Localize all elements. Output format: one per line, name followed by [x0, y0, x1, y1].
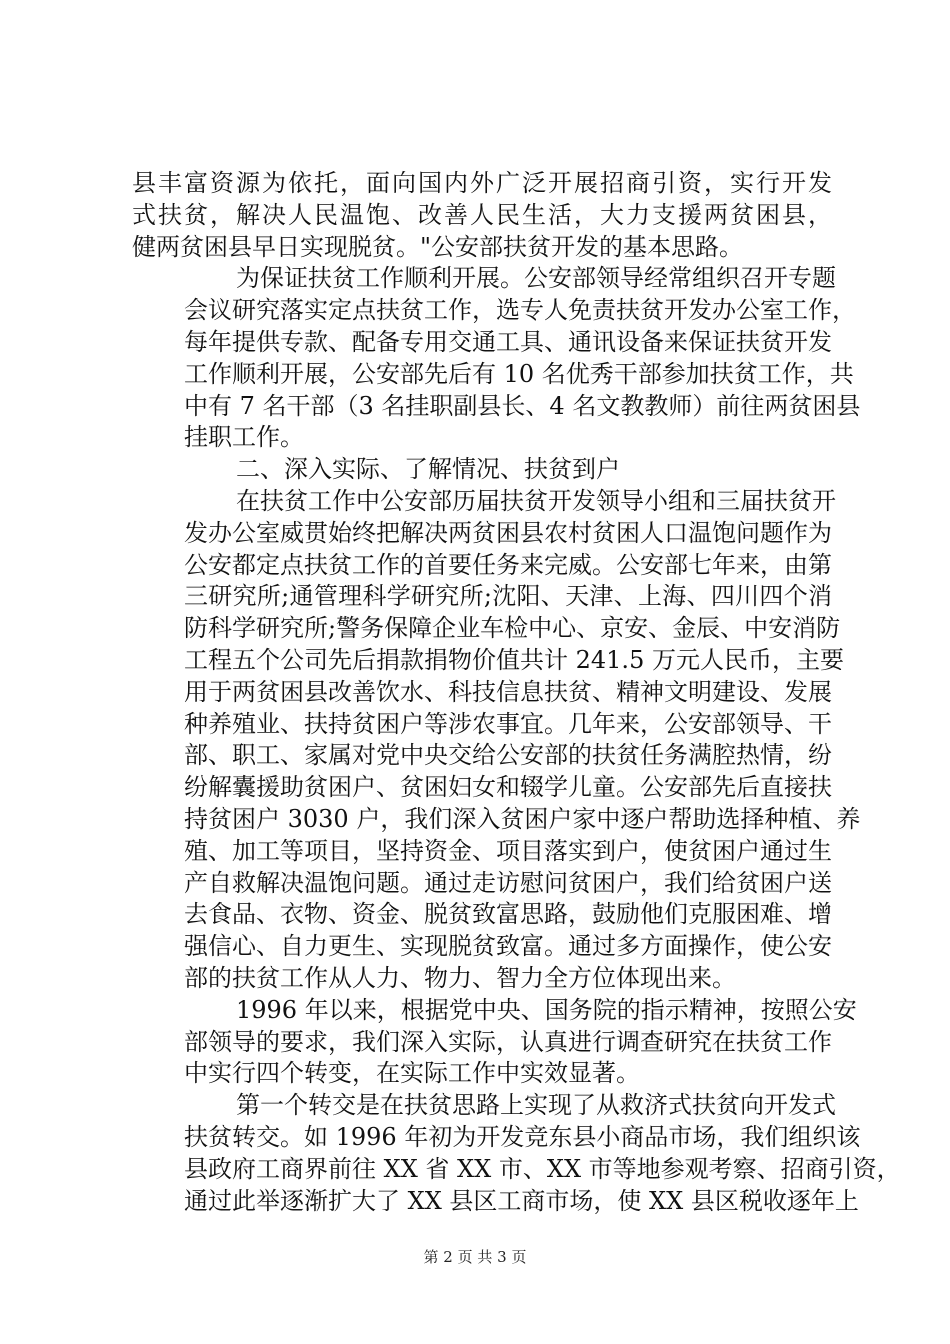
text-line: 会议研究落实定点扶贫工作，选专人免责扶贫开发办公室工作， [184, 296, 856, 325]
paragraph [132, 168, 832, 263]
text-line: 持贫困户 3030 户，我们深入贫困户家中逐户帮助选择种植、养 [184, 804, 861, 833]
text-line: 为保证扶贫工作顺利开展。公安部领导经常组织召开专题 [236, 264, 836, 293]
text-line: 纷解囊援助贫困户、贫困妇女和辍学儿童。公安部先后直接扶 [184, 773, 832, 802]
text-line: 种养殖业、扶持贫困户等涉农事宜。几年来，公安部领导、干 [184, 709, 832, 738]
text-line: 用于两贫困县改善饮水、科技信息扶贫、精神文明建设、发展 [184, 677, 832, 706]
text-line: 县丰富资源为依托，面向国内外广泛开展招商引资，实行开发 [132, 169, 832, 197]
text-line: 通过此举逐渐扩大了 XX 县区工商市场，使 XX 县区税收逐年上 [184, 1186, 859, 1215]
page-footer: 第 2 页 共 3 页 [423, 1248, 527, 1266]
text-line: 产自救解决温饱问题。通过走访慰问贫困户，我们给贫困户送 [184, 868, 832, 897]
text-line: 在扶贫工作中公安部历届扶贫开发领导小组和三届扶贫开 [236, 486, 836, 515]
text-line: 第一个转交是在扶贫思路上实现了从救济式扶贫向开发式 [236, 1091, 836, 1120]
text-line: 每年提供专款、配备专用交通工具、通讯设备来保证扶贫开发 [184, 327, 832, 356]
text-line: 工程五个公司先后捐款捐物价值共计 241.5 万元人民币，主要 [184, 645, 844, 674]
text-line: 部、职工、家属对党中央交给公安部的扶贫任务满腔热情，纷 [184, 741, 832, 770]
text-line: 防科学研究所;警务保障企业车检中心、京安、金辰、中安消防 [184, 614, 841, 643]
text-line: 公安都定点扶贫工作的首要任务来完威。公安部七年来，由第 [184, 550, 832, 579]
text-line: 1996 年以来，根据党中央、国务院的指示精神，按照公安 [236, 995, 857, 1024]
text-line: 去食品、衣物、资金、脱贫致富思路，鼓励他们克服困难、增 [184, 900, 832, 929]
text-line: 部的扶贫工作从人力、物力、智力全方位体现出来。 [184, 963, 736, 992]
text-line: 强信心、自力更生、实现脱贫致富。通过多方面操作，使公安 [184, 932, 832, 961]
document-body [132, 168, 901, 1217]
text-line: 殖、加工等项目，坚持资金、项目落实到户，使贫困户通过生 [184, 836, 832, 865]
text-line: 中实行四个转变，在实际工作中实效显著。 [184, 1059, 640, 1088]
text-line: 县政府工商界前往 XX 省 XX 市、XX 市等地参观考察、招商引资， [184, 1154, 901, 1183]
text-line: 二、深入实际、了解情况、扶贫到户 [236, 455, 620, 484]
text-line: 健两贫困县早日实现脱贫。"公安部扶贫开发的基本思路。 [132, 232, 744, 261]
paragraph [132, 454, 832, 486]
text-line: 工作顺利开展，公安部先后有 10 名优秀干部参加扶贫工作，共 [184, 359, 854, 388]
text-line: 部领导的要求，我们深入实际，认真进行调查研究在扶贫工作 [184, 1027, 832, 1056]
text-line: 式扶贫，解决人民温饱、改善人民生活，大力支援两贫困县， [132, 200, 832, 229]
text-line: 三研究所;通管理科学研究所;沈阳、天津、上海、四川四个消 [184, 582, 832, 611]
text-line: 扶贫转交。如 1996 年初为开发竞东县小商品市场，我们组织该 [184, 1122, 861, 1151]
paragraph [132, 1090, 901, 1217]
text-line: 中有 7 名干部（3 名挂职副县长、4 名文教教师）前往两贫困县 [184, 391, 861, 420]
paragraph [132, 995, 857, 1090]
paragraph [132, 486, 861, 995]
paragraph [132, 263, 861, 454]
text-line: 挂职工作。 [184, 423, 304, 452]
text-line: 发办公室威贯始终把解决两贫困县农村贫困人口温饱问题作为 [184, 518, 832, 547]
